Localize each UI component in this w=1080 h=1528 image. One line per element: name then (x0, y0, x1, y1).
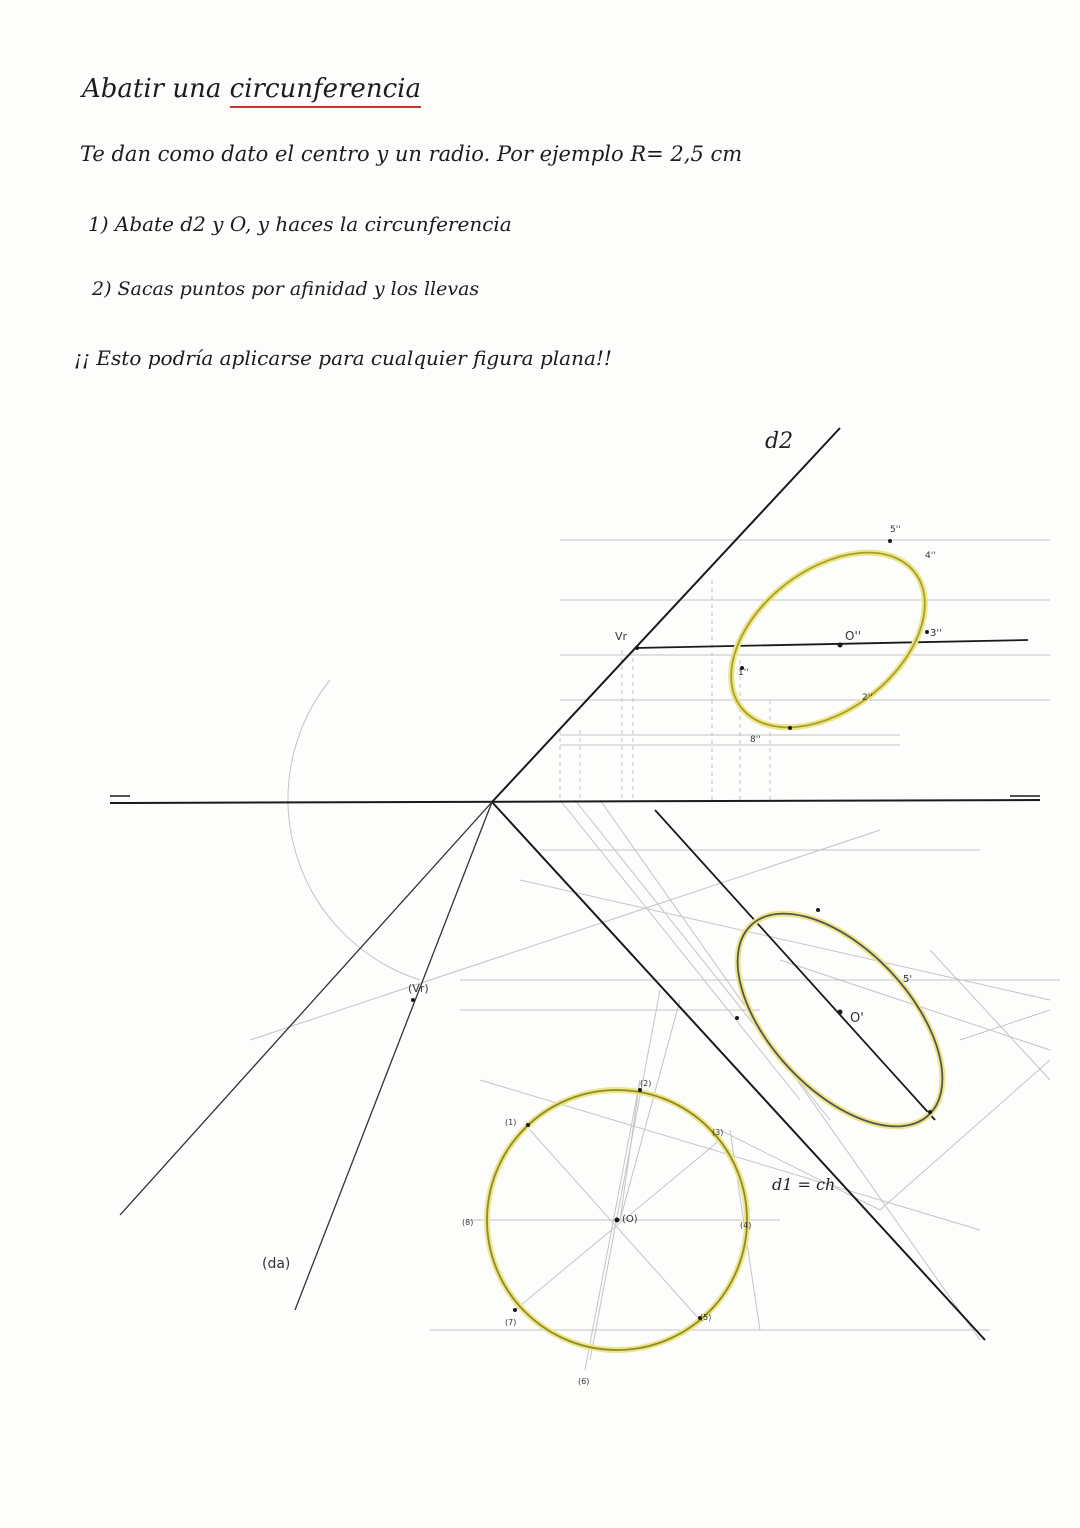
circle-radial-5 (585, 1080, 640, 1370)
trace-d2 (492, 428, 840, 802)
affinity-line-13 (880, 1060, 1050, 1210)
label-vr-abated: (Vr) (408, 982, 429, 995)
label-5-2: 5'' (890, 525, 901, 535)
label-d1-ch: d1 = ch (772, 1175, 836, 1194)
point-8-2 (788, 726, 792, 730)
note-line-3: 2) Sacas puntos por afinidad y los llevas (92, 278, 480, 300)
label-d2: d2 (765, 429, 794, 454)
point-vr-abated (411, 998, 415, 1002)
label-4-2: 4'' (925, 551, 936, 561)
label-8-2: 8'' (750, 735, 761, 745)
construction-lines (250, 540, 1060, 1370)
vertical-ellipse-highlight (698, 517, 958, 763)
point-vr (635, 646, 639, 650)
label-7-a: (7) (505, 1318, 517, 1327)
frontal-line (635, 640, 1028, 648)
point-6-1 (816, 908, 820, 912)
label-4-a: (4) (740, 1221, 752, 1230)
label-1-a: (1) (505, 1118, 517, 1127)
drawing-labels (262, 429, 942, 1386)
abated-lines (120, 802, 492, 1310)
label-o1: O' (850, 1011, 864, 1026)
affinity-line-17 (620, 1000, 680, 1220)
label-2-a: (2) (640, 1079, 652, 1088)
construction-arc (288, 680, 420, 980)
circle-radial-1 (620, 1080, 640, 1220)
label-5-1: 5' (903, 974, 913, 985)
label-6-a: (6) (578, 1377, 590, 1386)
horizontal-ellipse-highlight (700, 877, 980, 1163)
affinity-line-1 (560, 800, 800, 1100)
circle-radial-2 (530, 1130, 700, 1320)
main-lines (110, 428, 1040, 1340)
abated-line-2 (120, 802, 492, 1215)
affinity-line-7 (250, 830, 880, 1040)
affinity-line-15 (930, 950, 1050, 1080)
point-a-3 (513, 1308, 517, 1312)
point-5-2 (888, 539, 892, 543)
point-3-2 (925, 630, 929, 634)
point-3-1 (928, 1110, 932, 1114)
point-oa (615, 1218, 620, 1223)
point-2-1 (735, 1016, 739, 1020)
note-line-2: 1) Abate d2 y O, y haces la circunferencia (88, 212, 512, 236)
note-line-1: Te dan como dato el centro y un radio. Por ejemplo R= 2,5 cm (80, 142, 743, 166)
label-vr: Vr (615, 630, 628, 643)
label-da: (da) (262, 1256, 291, 1272)
point-a-2 (638, 1088, 642, 1092)
note-line-4: ¡¡ Esto podría aplicarse para cualquier figura plana!! (74, 346, 612, 370)
horizontal-projection-ellipse (700, 877, 980, 1163)
affinity-line-16 (590, 990, 660, 1360)
title-part2: circunferencia (230, 74, 421, 108)
point-o1 (838, 1010, 843, 1015)
label-3-2: 3'' (930, 628, 942, 639)
label-3-a: (3) (712, 1128, 724, 1137)
label-o2: O'' (845, 629, 862, 643)
label-2-2: 2'' (862, 693, 873, 703)
label-8-a: (8) (462, 1218, 474, 1227)
label-5-a: (5) (700, 1313, 712, 1322)
circle-radial-3 (515, 1140, 720, 1310)
label-oa: (O) (622, 1214, 638, 1225)
affinity-line-5 (520, 880, 1050, 1000)
abated-trace-da (295, 802, 492, 1310)
point-o2 (838, 643, 843, 648)
title-part1: Abatir una (82, 74, 222, 104)
point-a-1 (526, 1123, 530, 1127)
label-1-2: 1'' (738, 668, 749, 678)
